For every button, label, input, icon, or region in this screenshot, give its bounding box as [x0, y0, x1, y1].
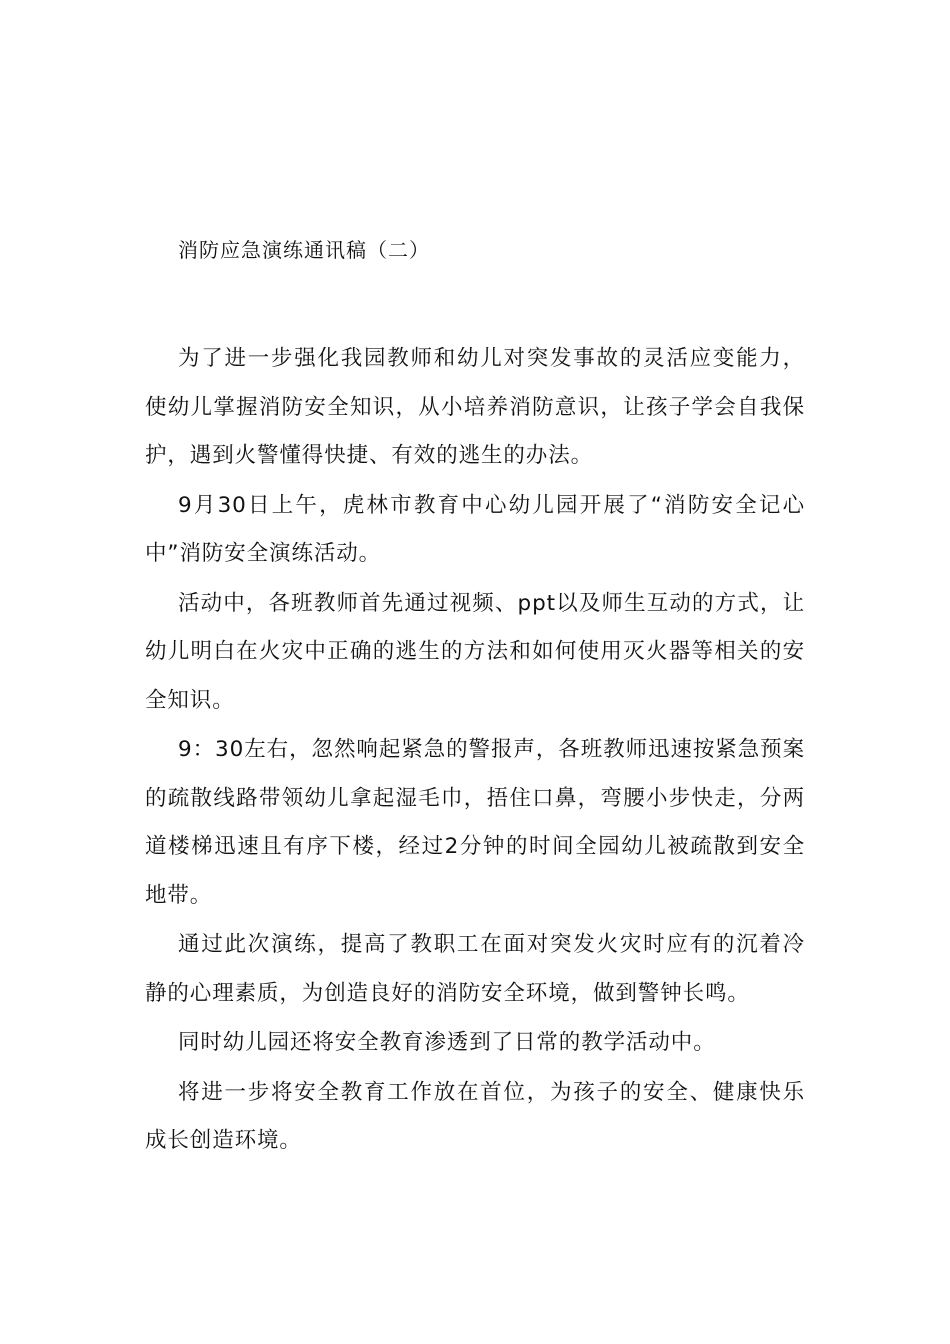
paragraph: 活动中，各班教师首先通过视频、ppt以及师生互动的方式，让幼儿明白在火灾中正确的逃生的方法和如何使用灭火器等相关的安全知识。 [145, 590, 805, 713]
document-body [145, 335, 805, 1167]
paragraph: 通过此次演练，提高了教职工在面对突发火灾时应有的沉着冷静的心理素质，为创造良好的消防安全环境，做到警钟长鸣。 [145, 932, 805, 1006]
paragraph: 9月30日上午，虎林市教育中心幼儿园开展了“消防安全记心中”消防安全演练活动。 [145, 492, 805, 566]
paragraph: 为了进一步强化我园教师和幼儿对突发事故的灵活应变能力，使幼儿掌握消防安全知识，从小培养消防意识，让孩子学会自我保护，遇到火警懂得快捷、有效的逃生的办法。 [145, 346, 805, 468]
paragraph: 9：30左右，忽然响起紧急的警报声，各班教师迅速按紧急预案的疏散线路带领幼儿拿起湿毛巾，捂住口鼻，弯腰小步快走，分两道楼梯迅速且有序下楼，经过2分钟的时间全园幼儿被疏散到安全地带。 [145, 737, 805, 908]
paragraph: 将进一步将安全教育工作放在首位，为孩子的安全、健康快乐成长创造环境。 [145, 1079, 805, 1153]
document-title: 消防应急演练通讯稿（二） [178, 238, 430, 262]
paragraph: 同时幼儿园还将安全教育渗透到了日常的教学活动中。 [178, 1030, 716, 1055]
